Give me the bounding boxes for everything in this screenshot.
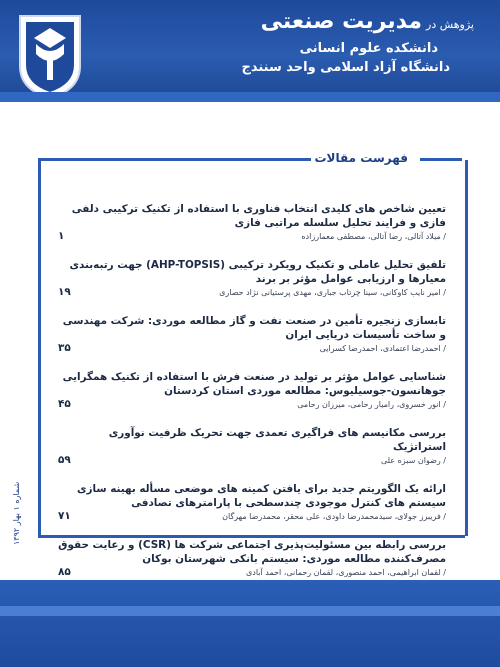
entry-authors: / میلاد آتالی، رضا آتالی، مصطفی معمارزاده [301, 232, 446, 241]
university-name: دانشگاه آزاد اسلامی واحد سنندج [241, 60, 450, 75]
cover-header [0, 0, 500, 102]
header-band [0, 92, 500, 102]
journal-name: مدیریت صنعتی [260, 9, 423, 34]
entry-page: ۳۵ [58, 342, 71, 354]
toc-entry[interactable] [58, 258, 446, 299]
side-note-text: شماره ۱ بهار ۱۳۹۲ [12, 481, 21, 545]
journal-prefix: پژوهش در [426, 18, 474, 31]
faculty-name: دانشکده علوم انسانی [299, 41, 438, 56]
footer-band [0, 606, 500, 616]
entry-authors: / لقمان ابراهیمی، احمد منصوری، لقمان رحمانی، احمد آبادی [246, 568, 446, 577]
entry-title: شناسایی عوامل مؤثر بر تولید در صنعت فرش با استفاده از تکنیک همگرایی جوهانسون-جوسیلیوس: مطالعه موردی استان کردستان [62, 371, 446, 397]
entry-authors: / فریبرز جولای، سیدمحمدرضا داودی، علی محقر، محمدرضا مهرگان [222, 512, 446, 521]
entry-title: تابسازی زنجیره تأمین در صنعت نفت و گاز مطالعه موردی: شرکت مهندسی و ساخت تأسیسات دریایی ایران [62, 315, 446, 341]
cover-footer [0, 580, 500, 667]
entry-page: ۱۹ [58, 286, 71, 298]
toc-entry[interactable] [58, 370, 446, 411]
issue-side-note [12, 455, 26, 545]
entry-page: ۴۵ [58, 398, 71, 410]
toc-entry[interactable] [58, 314, 446, 355]
toc-entry[interactable] [58, 538, 446, 579]
entry-page: ۵۹ [58, 454, 71, 466]
toc-entry[interactable] [58, 202, 446, 243]
entry-authors: / انور خسروی، رامیار رحامی، میرزان رحامی [297, 400, 446, 409]
entry-page: ۷۱ [58, 510, 71, 522]
university-logo-icon [14, 10, 86, 100]
toc-list [58, 202, 446, 623]
entry-page: ۸۵ [58, 566, 71, 578]
entry-title: بررسی مکانیسم های فراگیری تعمدی جهت تحریک ظرفیت نوآوری استراتژیک [108, 427, 446, 453]
entry-title: تعیین شاخص های کلیدی انتخاب فناوری با استفاده از تکنیک ترکیبی دلفی فازی و فرایند تحلیل سلسله مراتبی فازی [71, 203, 446, 229]
entry-title: ارائه یک الگوریتم جدید برای یافتن کمینه های موضعی مسأله بهینه سازی سیستم های کنترل موجودی چندسطحی با پارامترهای تصادفی [76, 483, 446, 509]
toc-entry[interactable] [58, 426, 446, 467]
entry-page: ۱ [58, 230, 65, 242]
toc-title: فهرست مقالات [311, 151, 413, 165]
entry-authors: / احمدرضا اعتمادی، احمدرضا کسرایی [319, 344, 446, 353]
entry-title: بررسی رابطه بین مسئولیت‌پذیری اجتماعی شرکت ها (CSR) و رعایت حقوق مصرف‌کننده مطالعه موردی: سیستم بانکی شهرستان بوکان [58, 539, 446, 565]
entry-title: تلفیق تحلیل عاملی و تکنیک رویکرد ترکیبی (AHP-TOPSIS) جهت رتبه‌بندی معیارها و ارزیابی عوامل مؤثر بر برند [69, 259, 446, 285]
toc-entry[interactable] [58, 482, 446, 523]
entry-authors: / امیر نایب کاوکانی، سینا چرتاب جباری، مهدی پرستیانی نژاد حصاری [219, 288, 446, 297]
entry-authors: / رضوان سبزه علی [380, 456, 446, 465]
